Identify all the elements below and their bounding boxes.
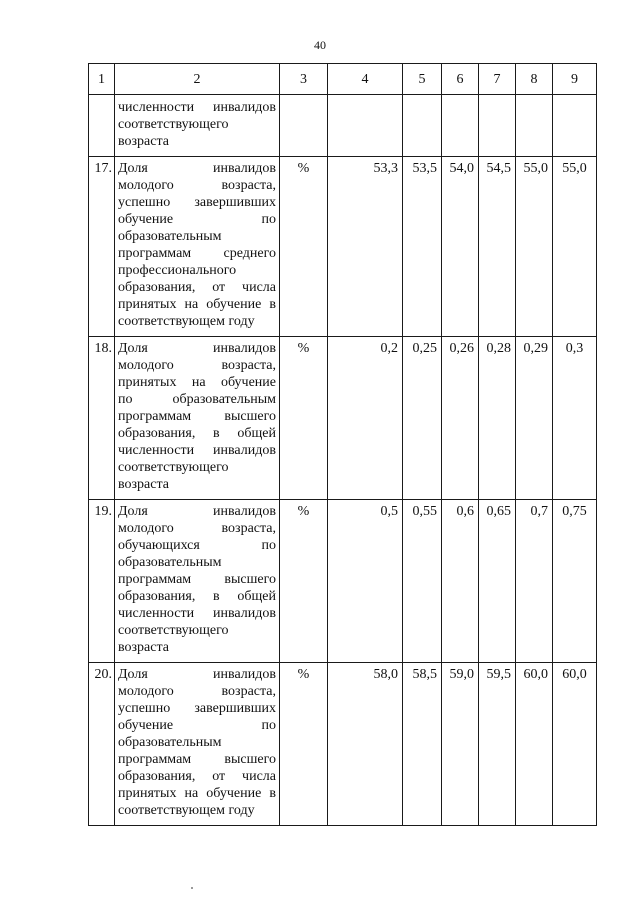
indicator-text-line: успешно завершивших (118, 195, 276, 210)
indicator-text-line: образовательным (118, 735, 222, 750)
indicator-text-line: соответствующего (118, 460, 229, 475)
indicator-text-line: Доля инвалидов (118, 667, 276, 682)
indicator-text-line: обучающихся по (118, 538, 276, 553)
indicator-text-line: Доля инвалидов (118, 341, 276, 356)
indicator-name-cell (115, 500, 280, 663)
unit-cell: % (280, 157, 328, 337)
indicator-name-cell (115, 95, 280, 157)
indicator-text-line: образования, от числа (118, 769, 276, 784)
column-header-2: 2 (115, 64, 280, 95)
value-cell: 0,25 (403, 337, 442, 500)
table-header-row (89, 64, 597, 95)
indicator-text-line: молодого возраста, (118, 178, 276, 193)
value-cell (516, 95, 553, 157)
indicator-text-line: образовательным (118, 555, 222, 570)
column-header-7: 7 (479, 64, 516, 95)
indicator-name-cell (115, 157, 280, 337)
indicator-text-line: образования, в общей (118, 426, 276, 441)
indicator-text-line: профессионального (118, 263, 237, 278)
page-number: 40 (314, 38, 326, 52)
value-cell: 59,5 (479, 663, 516, 826)
indicator-text-line: образовательным (118, 229, 222, 244)
value-cell: 58,0 (328, 663, 403, 826)
value-cell: 58,5 (403, 663, 442, 826)
column-header-9: 9 (553, 64, 597, 95)
indicator-text-line: программам среднего (118, 246, 276, 261)
value-cell (553, 95, 597, 157)
value-cell: 54,0 (442, 157, 479, 337)
indicator-name-cell (115, 337, 280, 500)
value-cell: 59,0 (442, 663, 479, 826)
value-cell: 0,65 (479, 500, 516, 663)
indicator-text-line: молодого возраста, (118, 358, 276, 373)
column-header-1: 1 (89, 64, 115, 95)
indicator-text-line: возраста (118, 640, 169, 655)
indicator-text-line: Доля инвалидов (118, 161, 276, 176)
indicator-text-line: принятых на обучение в (118, 786, 276, 801)
value-cell: 0,28 (479, 337, 516, 500)
value-cell: 55,0 (553, 157, 597, 337)
indicator-text-line: численности инвалидов (118, 443, 276, 458)
table-row (89, 663, 597, 826)
indicator-text-line: принятых на обучение в (118, 297, 276, 312)
indicator-text-line: обучение по (118, 718, 276, 733)
row-number-cell: 19. (89, 500, 115, 663)
table-row (89, 157, 597, 337)
indicator-text-line: образования, в общей (118, 589, 276, 604)
indicator-text-line: численности инвалидов (118, 100, 276, 115)
value-cell: 0,29 (516, 337, 553, 500)
value-cell: 0,3 (553, 337, 597, 500)
column-header-5: 5 (403, 64, 442, 95)
indicator-text-line: программам высшего (118, 409, 276, 424)
scan-speck (191, 887, 193, 889)
unit-cell: % (280, 337, 328, 500)
value-cell: 0,75 (553, 500, 597, 663)
value-cell: 0,55 (403, 500, 442, 663)
indicator-text-line: соответствующего (118, 623, 229, 638)
indicator-text-line: возраста (118, 134, 169, 149)
unit-cell: % (280, 663, 328, 826)
value-cell (442, 95, 479, 157)
table-row-continuation (89, 95, 597, 157)
indicator-text-line: по образовательным (118, 392, 276, 407)
column-header-6: 6 (442, 64, 479, 95)
value-cell: 0,26 (442, 337, 479, 500)
column-header-4: 4 (328, 64, 403, 95)
value-cell: 0,2 (328, 337, 403, 500)
value-cell: 60,0 (516, 663, 553, 826)
indicator-text-line: обучение по (118, 212, 276, 227)
unit-cell (280, 95, 328, 157)
value-cell: 0,5 (328, 500, 403, 663)
indicator-text-line: образования, от числа (118, 280, 276, 295)
value-cell: 53,3 (328, 157, 403, 337)
value-cell: 0,7 (516, 500, 553, 663)
table-row (89, 500, 597, 663)
row-number-cell: 20. (89, 663, 115, 826)
value-cell (403, 95, 442, 157)
row-number-cell (89, 95, 115, 157)
indicator-text-line: принятых на обучение (118, 375, 276, 390)
value-cell: 55,0 (516, 157, 553, 337)
indicator-text-line: соответствующем году (118, 314, 255, 329)
row-number-cell: 17. (89, 157, 115, 337)
indicator-text-line: Доля инвалидов (118, 504, 276, 519)
row-number-cell: 18. (89, 337, 115, 500)
indicator-text-line: молодого возраста, (118, 521, 276, 536)
indicator-name-cell (115, 663, 280, 826)
column-header-3: 3 (280, 64, 328, 95)
table-row (89, 337, 597, 500)
indicator-text-line: молодого возраста, (118, 684, 276, 699)
indicator-text-line: успешно завершивших (118, 701, 276, 716)
column-header-8: 8 (516, 64, 553, 95)
indicators-table (88, 63, 597, 826)
value-cell: 0,6 (442, 500, 479, 663)
value-cell (479, 95, 516, 157)
indicator-text-line: программам высшего (118, 572, 276, 587)
indicator-text-line: возраста (118, 477, 169, 492)
indicator-text-line: программам высшего (118, 752, 276, 767)
indicator-text-line: численности инвалидов (118, 606, 276, 621)
value-cell (328, 95, 403, 157)
value-cell: 53,5 (403, 157, 442, 337)
unit-cell: % (280, 500, 328, 663)
value-cell: 60,0 (553, 663, 597, 826)
indicator-text-line: соответствующего (118, 117, 229, 132)
indicator-text-line: соответствующем году (118, 803, 255, 818)
value-cell: 54,5 (479, 157, 516, 337)
